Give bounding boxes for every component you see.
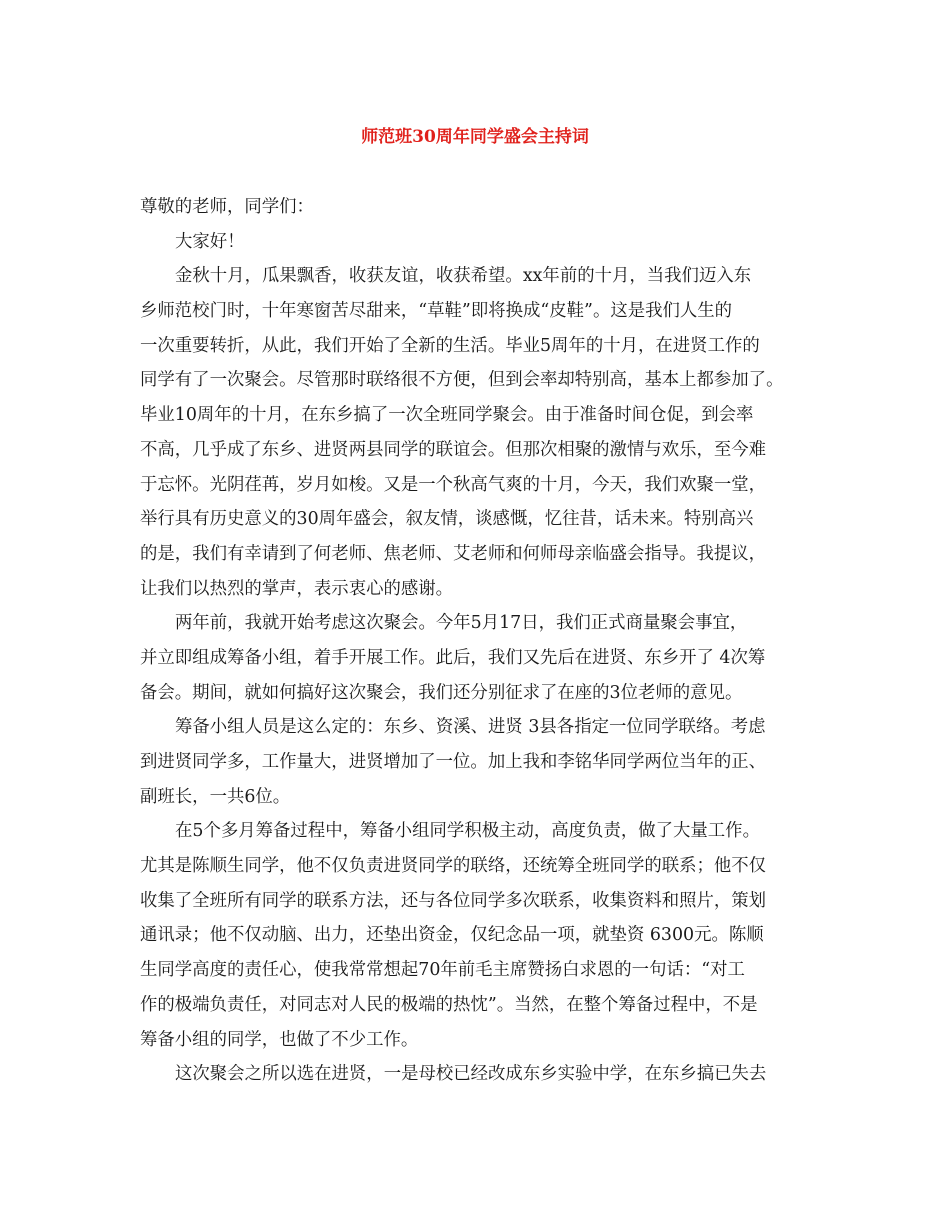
paragraph-line: 在5个多月筹备过程中，筹备小组同学积极主动，高度负责，做了大量工作。	[175, 821, 760, 842]
paragraph-line: 筹备小组人员是这么定的：东乡、资溪、进贤 3县各指定一位同学联络。考虑	[175, 717, 766, 738]
paragraph-line: 生同学高度的责任心，使我常常想起70年前毛主席赞扬白求恩的一句话：“对工	[140, 960, 745, 981]
paragraph-line: 同学有了一次聚会。尽管那时联络很不方便，但到会率却特别高，基本上都参加了。	[140, 370, 784, 391]
paragraph-line: 尊敬的老师，同学们：	[140, 197, 314, 217]
paragraph-line: 大家好！	[175, 231, 245, 252]
paragraph-line: 毕业10周年的十月，在东乡搞了一次全班同学聚会。由于准备时间仓促，到会率	[140, 405, 754, 426]
paragraph-line: 并立即组成筹备小组，着手开展工作。此后，我们又先后在进贤、东乡开了 4次筹	[140, 647, 766, 668]
paragraph-line: 举行具有历史意义的30周年盛会，叙友情，谈感慨，忆往昔，话未来。特别高兴	[140, 509, 754, 530]
paragraph-line: 到进贤同学多，工作量大，进贤增加了一位。加上我和李铭华同学两位当年的正、	[140, 752, 767, 772]
paragraph-line: 筹备小组的同学，也做了不少工作。	[140, 1029, 419, 1050]
paragraph-line: 一次重要转折，从此，我们开始了全新的生活。毕业5周年的十月，在进贤工作的	[140, 335, 760, 356]
paragraph-line: 金秋十月，瓜果飘香，收获友谊，收获希望。xx年前的十月，当我们迈入东	[175, 266, 752, 287]
paragraph-line: 通讯录；他不仅动脑、出力，还垫出资金，仅纪念品一项，就垫资 6300元。陈顺	[140, 925, 764, 946]
paragraph-line: 不高，几乎成了东乡、进贤两县同学的联谊会。但那次相聚的激情与欢乐，至今难	[140, 439, 767, 460]
paragraph-line: 作的极端负责任，对同志对人民的极端的热忱”。当然，在整个筹备过程中，不是	[140, 994, 758, 1015]
document-title: 师范班30周年同学盛会主持词	[361, 127, 589, 147]
paragraph-line: 尤其是陈顺生同学，他不仅负责进贤同学的联络，还统筹全班同学的联系；他不仅	[140, 856, 767, 877]
paragraph-line: 备会。期间，就如何搞好这次聚会，我们还分别征求了在座的3位老师的意见。	[140, 682, 743, 703]
document-body	[140, 190, 820, 1092]
paragraph-line: 这次聚会之所以选在进贤，一是母校已经改成东乡实验中学，在东乡搞已失去	[175, 1064, 767, 1085]
paragraph-line: 两年前，我就开始考虑这次聚会。今年5月17日，我们正式商量聚会事宜，	[175, 613, 748, 634]
paragraph-line: 让我们以热烈的掌声，表示衷心的感谢。	[140, 578, 454, 599]
paragraph-line: 收集了全班所有同学的联系方法，还与各位同学多次联系，收集资料和照片，策划	[140, 890, 767, 911]
paragraph-line: 副班长，一共6位。	[140, 786, 291, 807]
paragraph-line: 于忘怀。光阴荏苒，岁月如梭。又是一个秋高气爽的十月，今天，我们欢聚一堂，	[140, 474, 767, 495]
paragraph-line: 乡师范校门时，十年寒窗苦尽甜来，“草鞋”即将换成“皮鞋”。这是我们人生的	[140, 301, 733, 322]
paragraph-line: 的是，我们有幸请到了何老师、焦老师、艾老师和何师母亲临盛会指导。我提议，	[140, 543, 767, 564]
